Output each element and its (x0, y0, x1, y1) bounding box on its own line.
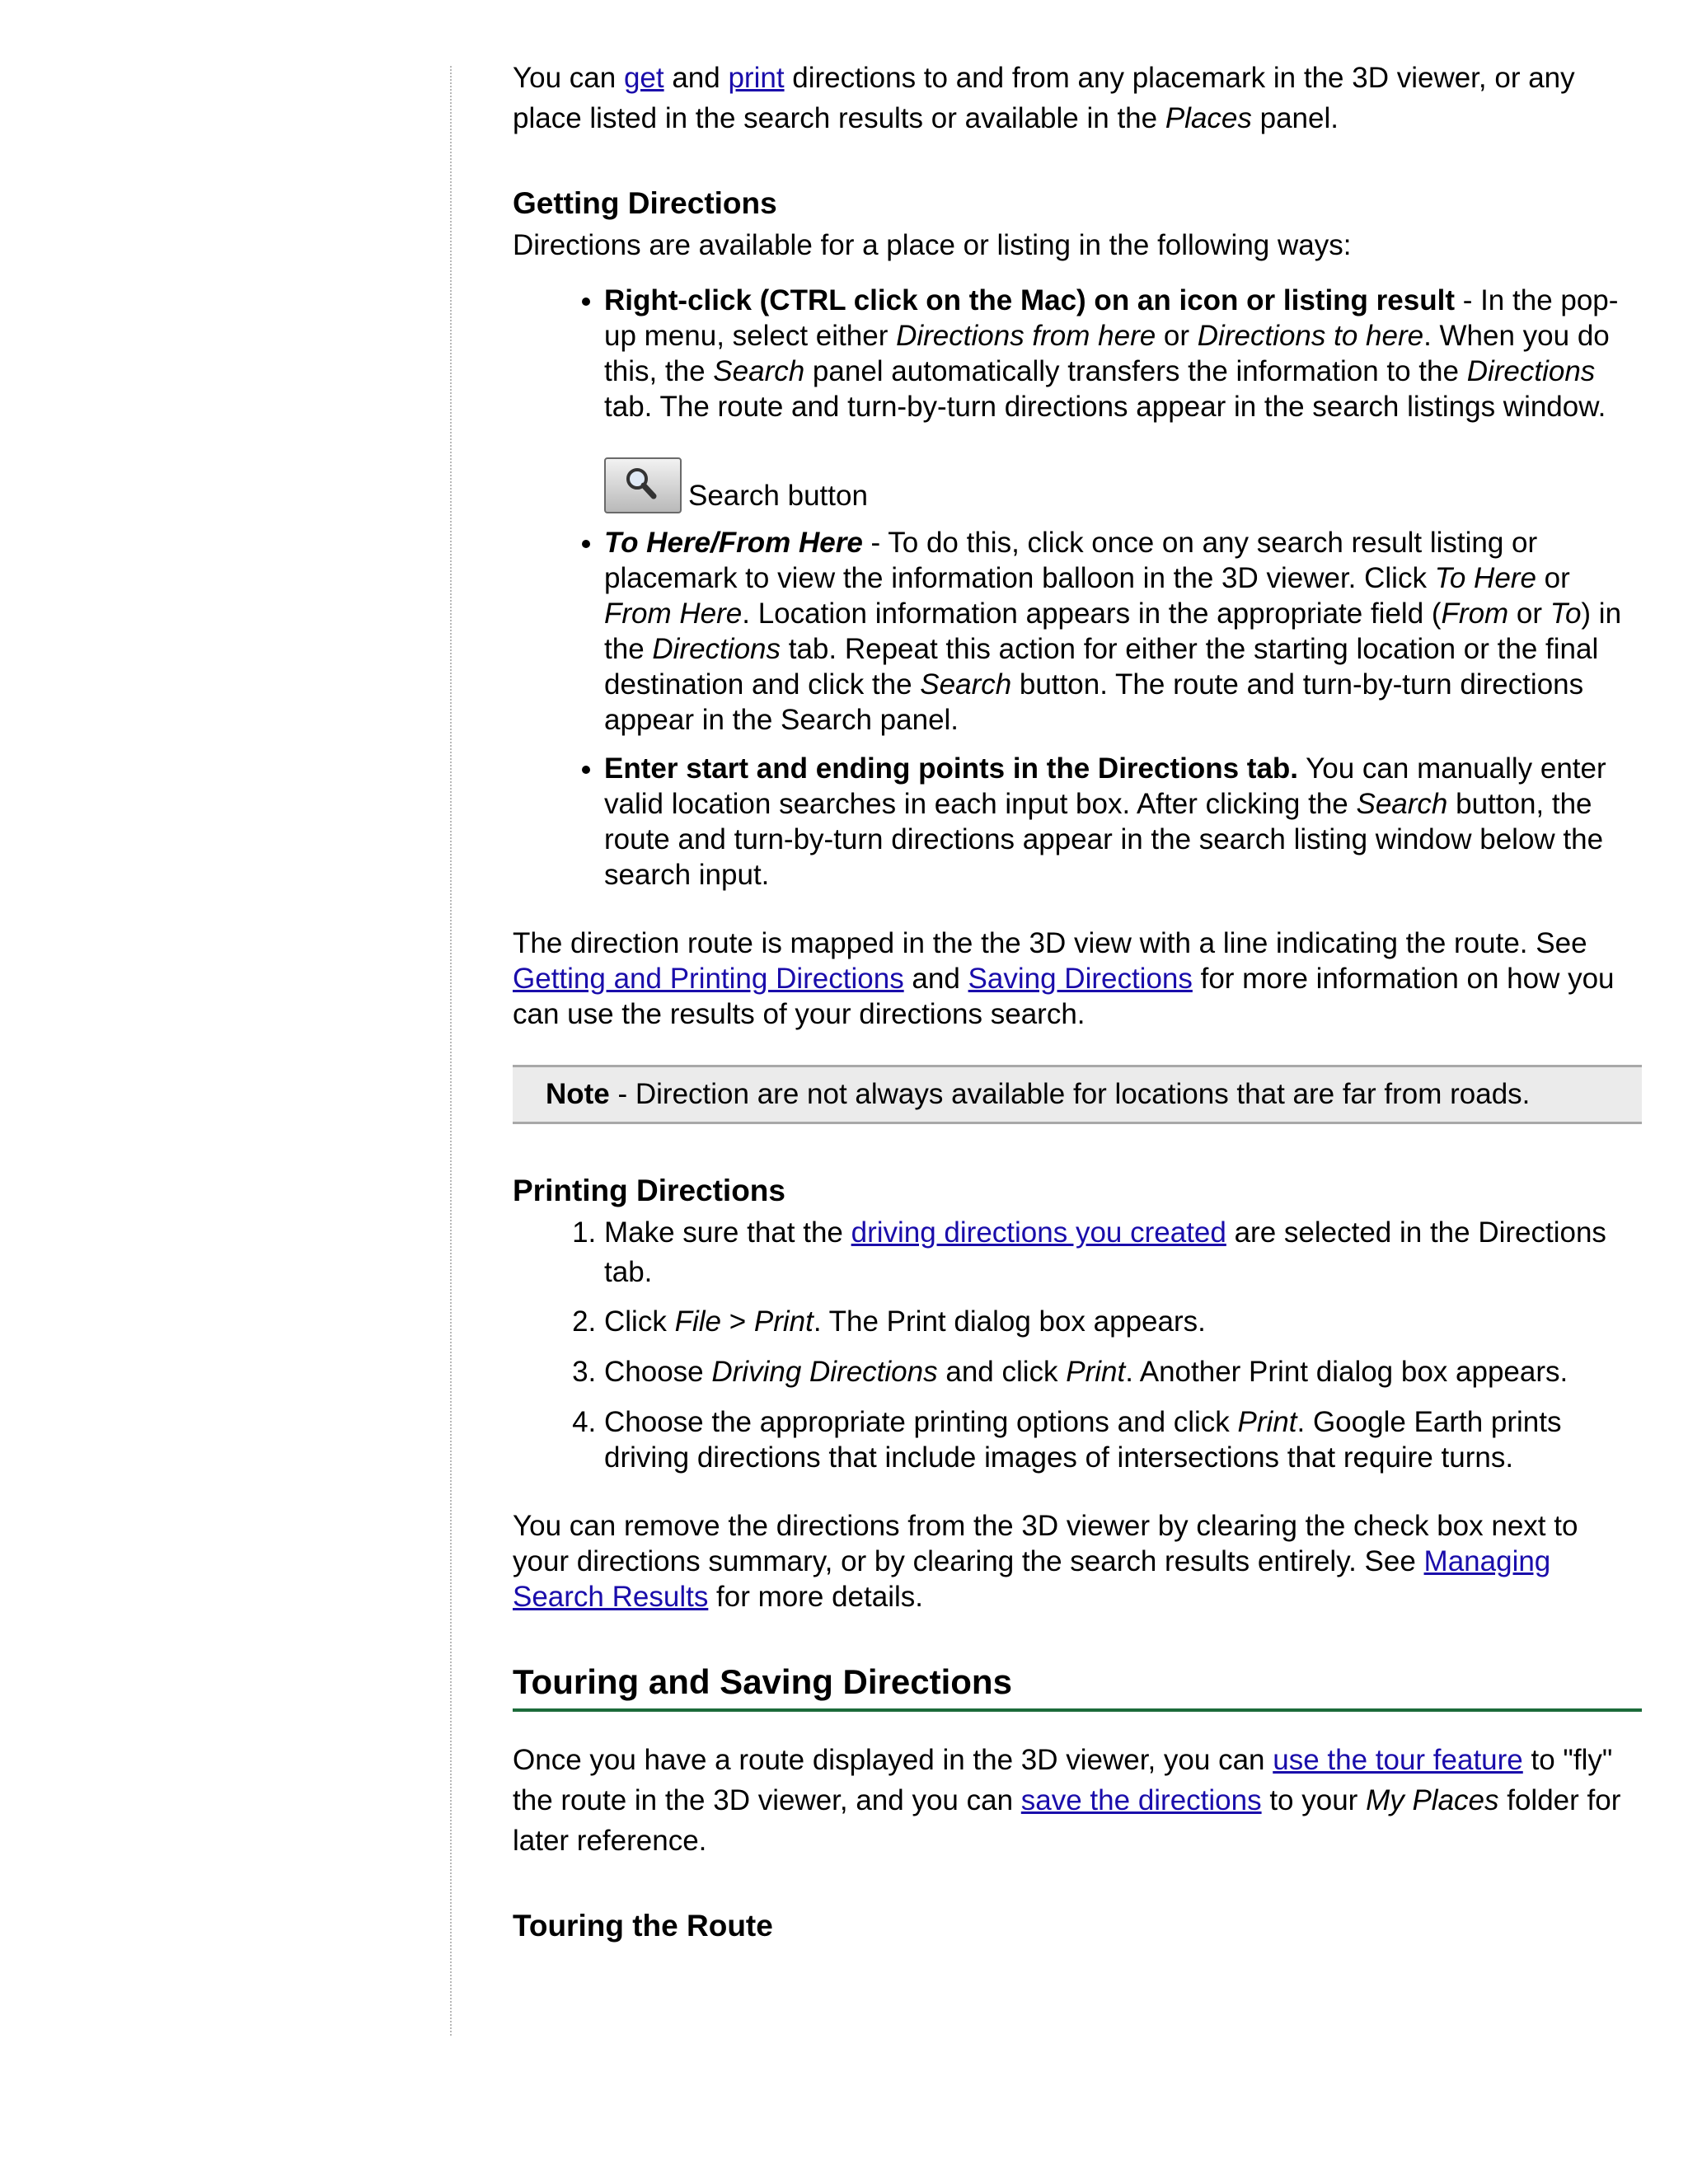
italic-term: File (674, 1305, 721, 1338)
step-text: . Google Earth prints driving directions that include images of intersections that require turns. (604, 1406, 1562, 1474)
touring-text: folder for later reference. (513, 1784, 1621, 1857)
bullet-text: You can manually enter valid location searches in each input box. After clicking the (604, 752, 1606, 820)
step-text: Choose the appropriate printing options and click (604, 1406, 1238, 1438)
route-text: and (903, 963, 968, 995)
intro-text: directions to and from any placemark in the 3D viewer, or any place listed in the search results or available in the (513, 62, 1575, 134)
remove-text: for more details. (708, 1581, 923, 1613)
intro-text: and (663, 62, 729, 94)
bullet-title: Enter start and ending points in the Directions tab. (604, 752, 1299, 785)
bullet-text: tab. The route and turn-by-turn directions appear in the search listings window. (604, 391, 1606, 423)
get-link[interactable]: get (623, 62, 664, 94)
getting-lead: Directions are available for a place or listing in the following ways: (513, 229, 1352, 261)
managing-search-results-link[interactable]: Managing Search Results (513, 1545, 1551, 1613)
magnifier-icon (606, 459, 680, 512)
step-text: . The Print dialog box appears. (813, 1305, 1206, 1338)
italic-term: Directions (652, 633, 781, 665)
list-item (604, 1404, 1642, 1475)
list-item (604, 525, 1642, 738)
search-button-caption: Search button (688, 480, 868, 512)
italic-term: From (1441, 598, 1509, 630)
printing-steps-list (513, 1213, 1642, 1475)
step-text: and click (937, 1356, 1067, 1388)
italic-term: Directions to here (1197, 320, 1424, 352)
intro-text: panel. (1251, 102, 1339, 134)
tour-feature-link[interactable]: use the tour feature (1273, 1744, 1523, 1776)
driving-directions-created-link[interactable]: driving directions you created (851, 1216, 1226, 1249)
italic-term: From Here (604, 598, 743, 630)
save-directions-link[interactable]: save the directions (1020, 1784, 1262, 1816)
italic-term: Search (1356, 788, 1448, 820)
italic-term: Search (920, 668, 1012, 701)
touring-text: to your (1261, 1784, 1367, 1816)
bullet-text: . Location information appears in the appropriate field ( (742, 598, 1442, 630)
touring-text: Once you have a route displayed in the 3D viewer, you can (513, 1744, 1273, 1776)
touring-route-heading: Touring the Route (513, 1909, 773, 1943)
search-button-figure (604, 457, 1642, 513)
step-text: . Another Print dialog box appears. (1125, 1356, 1568, 1388)
italic-term: Directions (1466, 355, 1596, 387)
italic-term: Search (713, 355, 805, 387)
left-dotted-rule (450, 66, 452, 2036)
list-item (604, 1304, 1642, 1339)
bullet-text: or (1156, 320, 1198, 352)
my-places-term: My Places (1366, 1784, 1499, 1816)
saving-directions-link[interactable]: Saving Directions (968, 963, 1193, 995)
search-button[interactable] (604, 457, 682, 513)
italic-term: Print (1237, 1406, 1297, 1438)
italic-term: Driving Directions (711, 1356, 938, 1388)
bullet-text: - To do this, click once on any search result listing or placemark to view the information balloon in the 3D viewer. Click (604, 527, 1538, 594)
step-text: Make sure that the (604, 1216, 851, 1249)
list-item (604, 751, 1642, 893)
italic-term: Print (1066, 1356, 1126, 1388)
list-item (604, 283, 1642, 513)
route-text: for more information on how you can use the results of your directions search. (513, 963, 1615, 1030)
bullet-text: or (1508, 598, 1550, 630)
step-text: Choose (604, 1356, 712, 1388)
print-link[interactable]: print (728, 62, 785, 94)
places-term: Places (1165, 102, 1252, 134)
bullet-text: ) in the (604, 598, 1622, 665)
step-text: are selected in the Directions tab. (604, 1216, 1606, 1288)
bullet-text: panel automatically transfers the information to the (804, 355, 1467, 387)
directions-methods-list (513, 283, 1642, 893)
italic-term: To Here (1434, 562, 1536, 594)
intro-paragraph (513, 58, 1642, 138)
touring-text: to "fly" the route in the 3D viewer, and you can (513, 1744, 1613, 1816)
italic-term: Print (753, 1305, 814, 1338)
note-box (513, 1065, 1642, 1124)
bullet-text: tab. Repeat this action for either the starting location or the final destination and click the (604, 633, 1599, 701)
bullet-text: or (1536, 562, 1570, 594)
touring-saving-heading: Touring and Saving Directions (513, 1661, 1642, 1712)
bullet-title: To Here/From Here (604, 527, 863, 559)
touring-paragraph (513, 1740, 1642, 1861)
italic-term: Directions from here (896, 320, 1156, 352)
route-paragraph (513, 926, 1642, 1032)
intro-text: You can (513, 62, 624, 94)
step-text: > (720, 1305, 754, 1338)
printing-directions-heading: Printing Directions (513, 1174, 785, 1207)
remove-directions-paragraph (513, 1508, 1642, 1615)
italic-term: To (1550, 598, 1582, 630)
note-label: Note (546, 1078, 610, 1110)
remove-text: You can remove the directions from the 3D viewer by clearing the check box next to your directions summary, or by clearing the search results entirely. See (513, 1510, 1578, 1577)
getting-directions-heading: Getting Directions (513, 186, 777, 220)
main-content (513, 58, 1642, 1945)
getting-printing-directions-link[interactable]: Getting and Printing Directions (513, 963, 904, 995)
bullet-text: . When you do this, the (604, 320, 1610, 387)
note-text: - Direction are not always available for locations that are far from roads. (609, 1078, 1531, 1110)
route-text: The direction route is mapped in the the 3D view with a line indicating the route. See (513, 927, 1587, 959)
step-text: Click (604, 1305, 675, 1338)
list-item (604, 1213, 1642, 1292)
bullet-title: Right-click (CTRL click on the Mac) on an icon or listing result (604, 284, 1455, 316)
list-item (604, 1354, 1642, 1390)
bullet-text: button. The route and turn-by-turn directions appear in the Search panel. (604, 668, 1584, 736)
bullet-text: - In the pop-up menu, select either (604, 284, 1619, 352)
bullet-text: button, the route and turn-by-turn directions appear in the search listing window below the search input. (604, 788, 1604, 891)
